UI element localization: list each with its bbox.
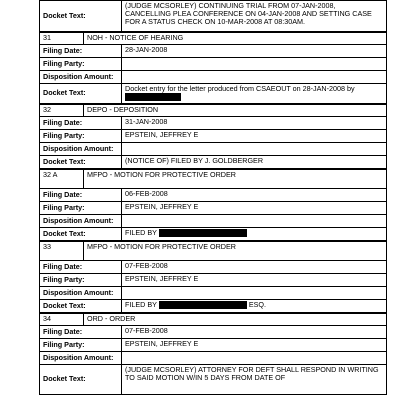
filing-date-value: 07-FEB-2008 — [125, 261, 168, 270]
docket-text-label: Docket Text: — [40, 156, 122, 168]
entry-number: 33 — [40, 242, 84, 260]
disposition-amount-value — [122, 71, 386, 83]
docket-text-value — [122, 84, 386, 103]
disposition-amount-row — [39, 352, 387, 365]
filing-date-label: Filing Date: — [40, 261, 122, 273]
disposition-amount-row — [39, 143, 387, 156]
disposition-amount-label: Disposition Amount: — [40, 215, 122, 227]
docket-text-value: (JUDGE MCSORLEY) CONTINUING TRIAL FROM 07-JAN-2008, CANCELLING PLEA CONFERENCE ON 04-JAN-2008 AND SETTING CASE FOR A STATUS CHECK ON 10-MAR-2008 AT 08:30AM. — [125, 1, 372, 27]
docket-text-content: Docket entry for the letter produced from CSAEOUT on 28-JAN-2008 by — [125, 84, 355, 93]
disposition-amount-label: Disposition Amount: — [40, 143, 122, 155]
entry-header-row — [39, 241, 387, 261]
filing-date-value: 28-JAN-2008 — [125, 45, 168, 54]
filing-party-label: Filing Party: — [40, 58, 122, 70]
entry-header-row — [39, 32, 387, 45]
filing-party-value: EPSTEIN, JEFFREY E — [125, 339, 199, 348]
filing-party-row — [39, 130, 387, 143]
disposition-amount-label: Disposition Amount: — [40, 352, 122, 364]
filing-date-label: Filing Date: — [40, 189, 122, 201]
filing-party-row — [39, 274, 387, 287]
filing-party-value: EPSTEIN, JEFFREY E — [125, 274, 199, 283]
docket-text-row — [39, 0, 387, 32]
filing-party-row — [39, 339, 387, 352]
filing-party-label: Filing Party: — [40, 339, 122, 351]
docket-table — [39, 0, 387, 395]
filing-date-label: Filing Date: — [40, 45, 122, 57]
filing-party-value: EPSTEIN, JEFFREY E — [125, 130, 199, 139]
docket-text-content: FILED BY — [125, 300, 157, 309]
filing-party-label: Filing Party: — [40, 130, 122, 142]
entry-number: 34 — [40, 314, 84, 325]
entry-code: NOH - NOTICE OF HEARING — [87, 33, 184, 42]
docket-text-row — [39, 300, 387, 313]
disposition-amount-label: Disposition Amount: — [40, 71, 122, 83]
disposition-amount-value — [122, 143, 386, 155]
entry-number: 32 — [40, 105, 84, 116]
filing-party-value — [122, 58, 386, 70]
filing-party-label: Filing Party: — [40, 202, 122, 214]
entry-header-row — [39, 169, 387, 189]
disposition-amount-row — [39, 287, 387, 300]
filing-date-value: 07-FEB-2008 — [125, 326, 168, 335]
disposition-amount-label: Disposition Amount: — [40, 287, 122, 299]
disposition-amount-value — [122, 215, 386, 227]
docket-text-row — [39, 365, 387, 395]
docket-text-value — [122, 228, 386, 240]
docket-text-value — [122, 300, 386, 312]
disposition-amount-row — [39, 215, 387, 228]
redaction-block — [125, 93, 181, 101]
redaction-block — [159, 229, 247, 237]
disposition-amount-value — [122, 352, 386, 364]
entry-code: MFPO - MOTION FOR PROTECTIVE ORDER — [87, 170, 236, 179]
entry-code: DEPO - DEPOSITION — [87, 105, 159, 114]
docket-text-content: FILED BY — [125, 228, 157, 237]
entry-code: ORD - ORDER — [87, 314, 136, 323]
entry-number: 31 — [40, 33, 84, 44]
redaction-block — [159, 301, 247, 309]
docket-text-label: Docket Text: — [40, 84, 122, 103]
docket-text-label: Docket Text: — [40, 365, 122, 394]
docket-text-label: Docket Text: — [40, 1, 122, 31]
filing-party-value: EPSTEIN, JEFFREY E — [125, 202, 199, 211]
docket-text-suffix: ESQ. — [248, 300, 267, 309]
docket-text-row — [39, 84, 387, 104]
filing-date-row — [39, 326, 387, 339]
filing-party-row — [39, 58, 387, 71]
entry-number: 32 A — [40, 170, 84, 188]
filing-date-row — [39, 117, 387, 130]
entry-header-row — [39, 104, 387, 117]
filing-date-row — [39, 45, 387, 58]
docket-text-row — [39, 228, 387, 241]
docket-text-label: Docket Text: — [40, 300, 122, 312]
filing-date-label: Filing Date: — [40, 117, 122, 129]
filing-date-label: Filing Date: — [40, 326, 122, 338]
docket-text-value: (JUDGE MCSORLEY) ATTORNEY FOR DEFT SHALL RESPOND IN WRITING TO SAID MOTION W/IN 5 DAYS FROM DATE OF — [125, 365, 379, 383]
docket-text-value: (NOTICE OF) FILED BY J. GOLDBERGER — [125, 156, 264, 165]
filing-party-row — [39, 202, 387, 215]
filing-date-value: 06-FEB-2008 — [125, 189, 168, 198]
filing-date-row — [39, 189, 387, 202]
entry-code: MFPO - MOTION FOR PROTECTIVE ORDER — [87, 242, 236, 251]
filing-date-row — [39, 261, 387, 274]
docket-text-row — [39, 156, 387, 169]
filing-date-value: 31-JAN-2008 — [125, 117, 168, 126]
docket-text-label: Docket Text: — [40, 228, 122, 240]
disposition-amount-row — [39, 71, 387, 84]
filing-party-label: Filing Party: — [40, 274, 122, 286]
entry-header-row — [39, 313, 387, 326]
disposition-amount-value — [122, 287, 386, 299]
